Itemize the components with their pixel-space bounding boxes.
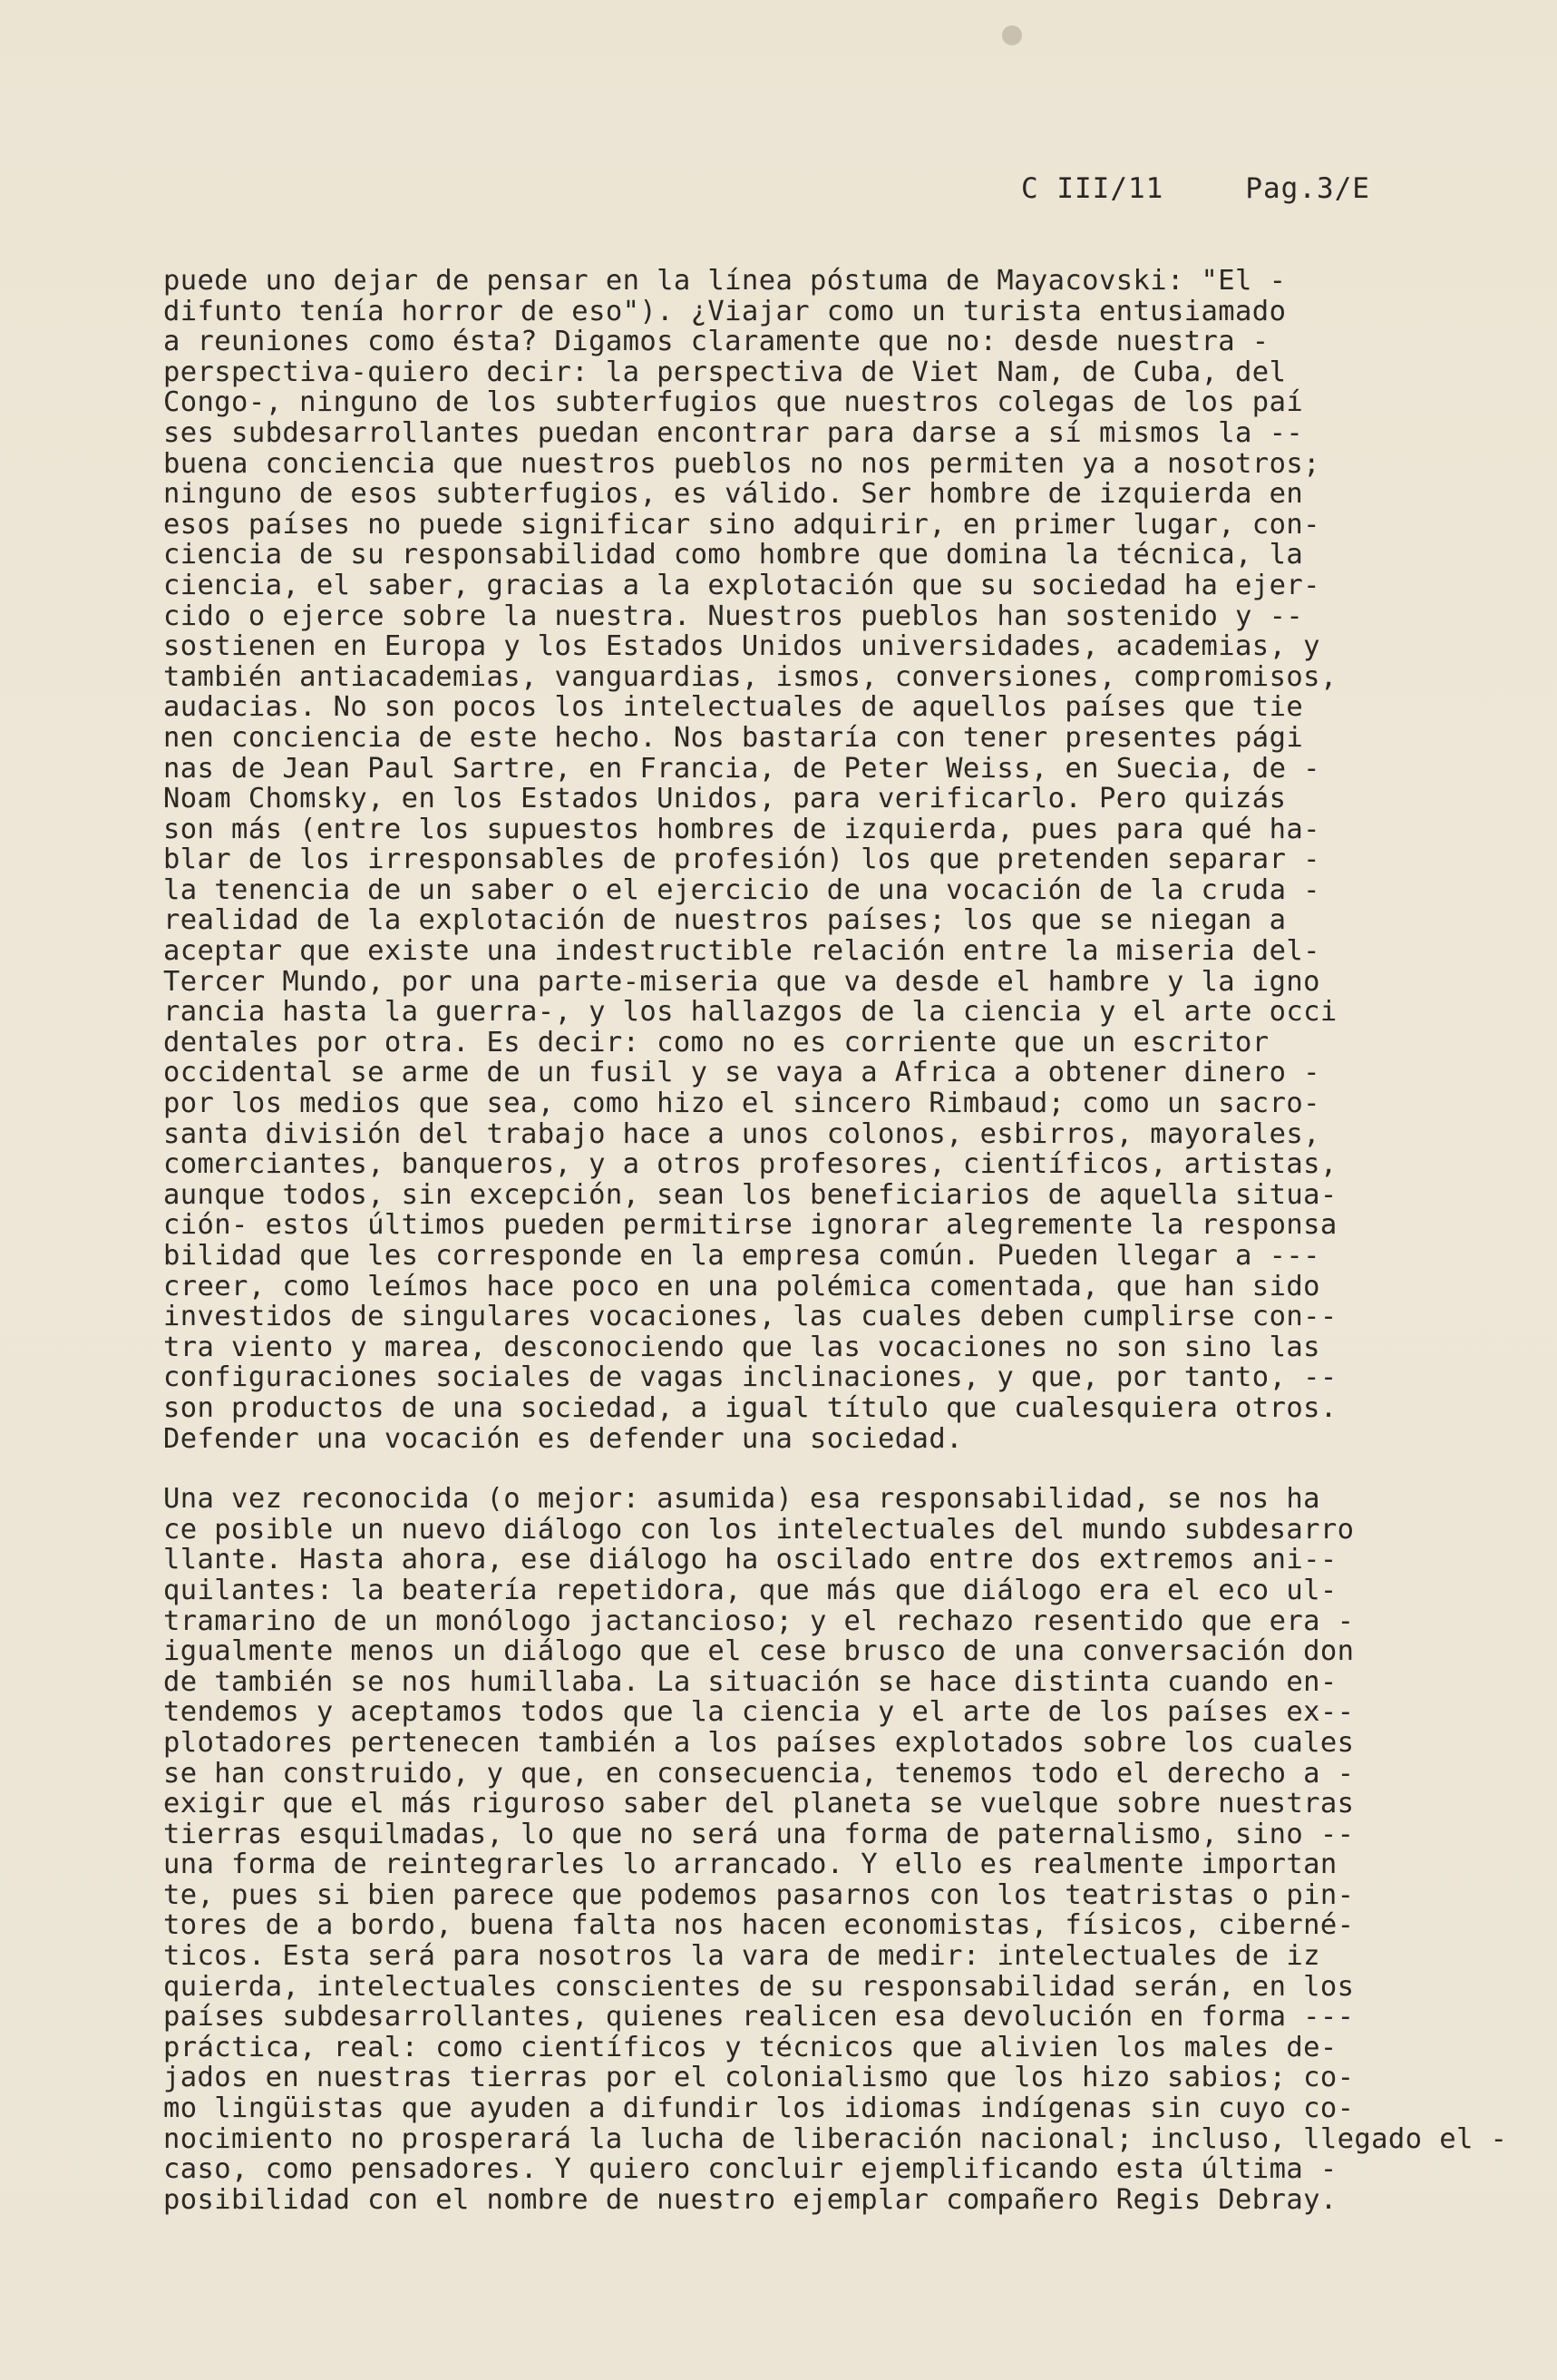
text-line: igualmente menos un diálogo que el cese brusco de una conversación don (163, 1635, 1355, 1668)
text-line: perspectiva-quiero decir: la perspectiva de Viet Nam, de Cuba, del (163, 356, 1287, 388)
text-line: difunto tenía horror de eso"). ¿Viajar como un turista entusiamado (163, 295, 1287, 327)
text-line: occidental se arme de un fusil y se vaya a Africa a obtener dinero - (163, 1057, 1320, 1089)
text-line: Congo-, ninguno de los subterfugios que nuestros colegas de los paí (163, 386, 1304, 419)
text-line: Tercer Mundo, por una parte-miseria que va desde el hambre y la igno (163, 965, 1320, 998)
text-line: también antiacademias, vanguardias, ismos, conversiones, compromisos, (163, 660, 1338, 693)
text-line: investidos de singulares vocaciones, las cuales deben cumplirse con-- (163, 1301, 1338, 1333)
text-line: ninguno de esos subterfugios, es válido. Ser hombre de izquierda en (163, 478, 1304, 511)
text-line: dentales por otra. Es decir: como no es corriente que un escritor (163, 1026, 1270, 1058)
text-line: comerciantes, banqueros, y a otros profesores, científicos, artistas, (163, 1148, 1338, 1181)
text-line: a reuniones como ésta? Digamos claramente que no: desde nuestra - (163, 326, 1270, 358)
document-reference: C III/11 (1021, 172, 1164, 205)
punch-hole-mark (1002, 25, 1022, 45)
text-line: ticos. Esta será para nosotros la vara de medir: intelectuales de iz (163, 1940, 1320, 1973)
text-line: jados en nuestras tierras por el colonialismo que los hizo sabios; co- (163, 2062, 1355, 2094)
text-line: se han construido, y que, en consecuencia, tenemos todo el derecho a - (163, 1757, 1355, 1790)
text-line: ce posible un nuevo diálogo con los intelectuales del mundo subdesarro (163, 1513, 1355, 1546)
text-line: realidad de la explotación de nuestros países; los que se niegan a (163, 904, 1287, 937)
text-line: puede uno dejar de pensar en la línea póstuma de Mayacovski: "El - (163, 265, 1287, 297)
text-line: posibilidad con el nombre de nuestro ejemplar compañero Regis Debray. (163, 2183, 1338, 2216)
text-line: Defender una vocación es defender una sociedad. (163, 1422, 963, 1455)
text-line: tores de a bordo, buena falta nos hacen economistas, físicos, ciberné- (163, 1909, 1355, 1942)
text-line: bilidad que les corresponde en la empresa común. Pueden llegar a --- (163, 1240, 1320, 1272)
text-line: ses subdesarrollantes puedan encontrar para darse a sí mismos la -- (163, 416, 1304, 449)
text-line: son más (entre los supuestos hombres de izquierda, pues para qué ha- (163, 813, 1320, 845)
text-line: tramarino de un monólogo jactancioso; y el rechazo resentido que era - (163, 1605, 1355, 1637)
text-line: blar de los irresponsables de profesión) los que pretenden separar - (163, 844, 1320, 876)
paragraph-1 (163, 266, 1487, 1454)
text-line: quilantes: la beatería repetidora, que más que diálogo era el eco ul- (163, 1574, 1338, 1606)
page-header (1021, 172, 1370, 205)
text-line: Una vez reconocida (o mejor: asumida) esa responsabilidad, se nos ha (163, 1483, 1320, 1516)
text-line: nen conciencia de este hecho. Nos bastaría con tener presentes pági (163, 721, 1304, 754)
text-line: Noam Chomsky, en los Estados Unidos, para verificarlo. Pero quizás (163, 783, 1287, 815)
text-line: países subdesarrollantes, quienes realicen esa devolución en forma --- (163, 2001, 1355, 2034)
text-line: la tenencia de un saber o el ejercicio de una vocación de la cruda - (163, 873, 1320, 906)
text-line: cido o ejerce sobre la nuestra. Nuestros pueblos han sostenido y -- (163, 600, 1304, 632)
text-line: por los medios que sea, como hizo el sincero Rimbaud; como un sacro- (163, 1088, 1320, 1120)
page-number: Pag.3/E (1245, 172, 1370, 205)
text-line: esos países no puede significar sino adquirir, en primer lugar, con- (163, 508, 1320, 541)
text-line: nas de Jean Paul Sartre, en Francia, de Peter Weiss, en Suecia, de - (163, 752, 1320, 785)
paragraph-2 (163, 1483, 1508, 2216)
text-line: configuraciones sociales de vagas inclinaciones, y que, por tanto, -- (163, 1361, 1338, 1394)
text-line: práctica, real: como científicos y técnicos que alivien los males de- (163, 2031, 1338, 2063)
text-line: llante. Hasta ahora, ese diálogo ha oscilado entre dos extremos ani-- (163, 1544, 1338, 1576)
text-line: exigir que el más riguroso saber del planeta se vuelque sobre nuestras (163, 1788, 1355, 1820)
text-line: audacias. No son pocos los intelectuales de aquellos países que tie (163, 691, 1304, 724)
text-line: creer, como leímos hace poco en una polémica comentada, que han sido (163, 1270, 1320, 1302)
text-line: santa división del trabajo hace a unos colonos, esbirros, mayorales, (163, 1117, 1320, 1150)
text-line: aunque todos, sin excepción, sean los beneficiarios de aquella situa- (163, 1178, 1338, 1211)
text-line: ciencia, el saber, gracias a la explotación que su sociedad ha ejer- (163, 569, 1320, 601)
text-line: ción- estos últimos pueden permitirse ignorar alegremente la responsa (163, 1209, 1338, 1242)
text-line: una forma de reintegrarles lo arrancado. Y ello es realmente importan (163, 1848, 1338, 1881)
document-body (163, 265, 1508, 2216)
text-line: de también se nos humillaba. La situación se hace distinta cuando en- (163, 1665, 1338, 1698)
text-line: te, pues si bien parece que podemos pasarnos con los teatristas o pin- (163, 1878, 1355, 1911)
text-line: ciencia de su responsabilidad como hombre que domina la técnica, la (163, 539, 1304, 571)
text-line: nocimiento no prosperará la lucha de liberación nacional; incluso, llegado el - (163, 2122, 1508, 2155)
text-line: aceptar que existe una indestructible relación entre la miseria del- (163, 935, 1320, 968)
text-line: buena conciencia que nuestros pueblos no nos permiten ya a nosotros; (163, 447, 1320, 480)
text-line: tra viento y marea, desconociendo que las vocaciones no son sino las (163, 1331, 1320, 1363)
text-line: son productos de una sociedad, a igual título que cualesquiera otros. (163, 1391, 1338, 1424)
text-line: plotadores pertenecen también a los países explotados sobre los cuales (163, 1726, 1355, 1759)
text-line: rancia hasta la guerra-, y los hallazgos de la ciencia y el arte occi (163, 996, 1338, 1029)
text-line: tierras esquilmadas, lo que no será una forma de paternalismo, sino -- (163, 1818, 1355, 1850)
text-line: tendemos y aceptamos todos que la ciencia y el arte de los países ex-- (163, 1696, 1355, 1729)
text-line: sostienen en Europa y los Estados Unidos universidades, academias, y (163, 630, 1320, 663)
text-line: mo lingüistas que ayuden a difundir los idiomas indígenas sin cuyo co- (163, 2092, 1355, 2125)
text-line: caso, como pensadores. Y quiero concluir ejemplificando esta última - (163, 2153, 1338, 2186)
text-line: quierda, intelectuales conscientes de su responsabilidad serán, en los (163, 1970, 1355, 2003)
